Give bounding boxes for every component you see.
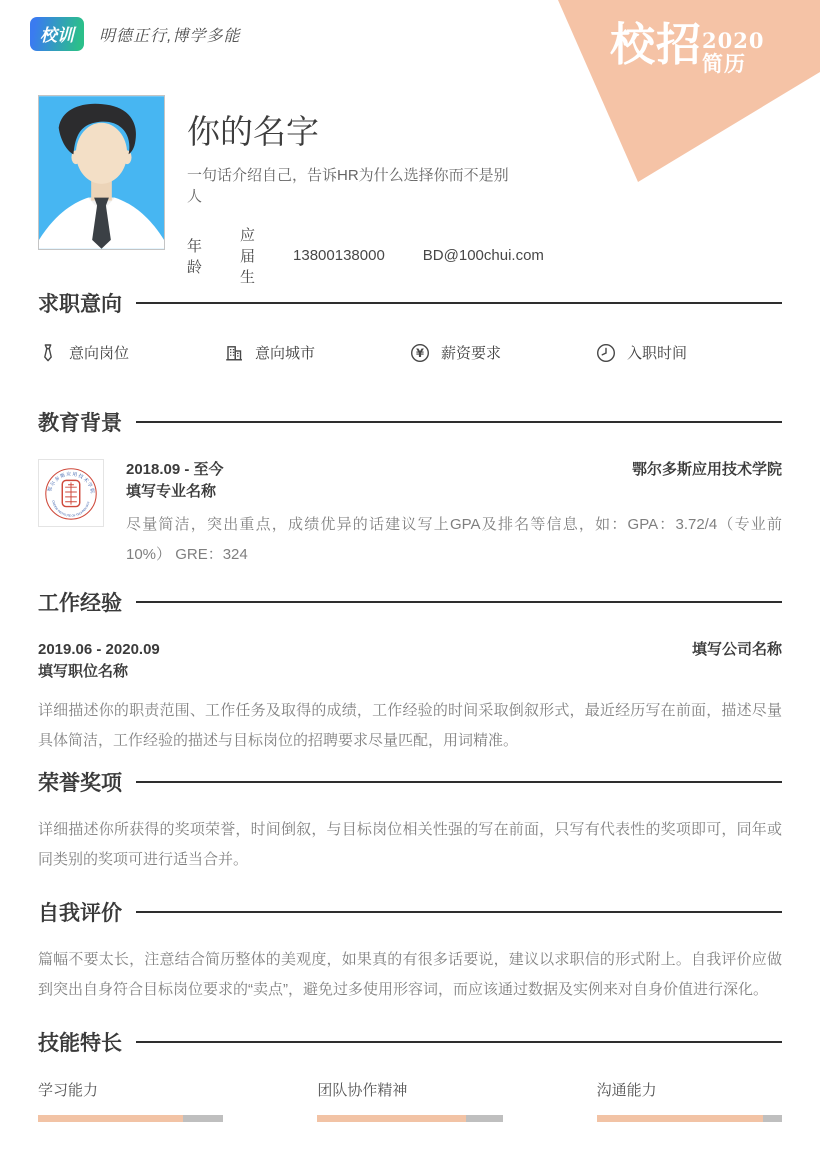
motto-badge: 校训 — [30, 17, 84, 51]
skill-progress-track — [597, 1115, 782, 1122]
svg-text:¥: ¥ — [415, 345, 425, 360]
yen-icon — [410, 343, 430, 363]
work-headline — [38, 639, 782, 683]
work-company: 填写公司名称 — [691, 641, 782, 658]
intent-label: 入职时间 — [627, 345, 688, 362]
profile-header — [187, 112, 544, 287]
age-label: 年龄 — [187, 237, 203, 276]
section-title: 荣誉奖项 — [38, 772, 122, 795]
education-period: 2018.09 - 至今 — [126, 461, 224, 478]
section-header — [38, 767, 782, 797]
education-headline — [126, 459, 782, 503]
skill-item-communication — [597, 1079, 782, 1122]
work-description: 详细描述你的职责范围、工作任务及取得的成绩，工作经验的时间采取倒叙形式，最近经历写在前面，描述尽量具体简洁，工作经验的描述与目标岗位的招聘要求尽量匹配，用词精准。 — [38, 702, 782, 749]
school-seal-icon — [39, 460, 103, 526]
self-evaluation-description: 篇幅不要太长，注意结合简历整体的美观度，如果真的有很多话要说，建议以求职信的形式附上。自我评价应做到突出自身符合目标岗位要求的“卖点”，避免过多使用形容词，而应该通过数据及实例来对自身价值进行深化。 — [38, 951, 782, 998]
corner-year: 2020 — [702, 28, 765, 53]
skill-progress-fill — [597, 1115, 764, 1122]
intent-label: 薪资要求 — [441, 345, 502, 362]
skill-label: 学习能力 — [38, 1082, 99, 1099]
corner-subtitle-text: 简历 — [702, 51, 746, 76]
skill-progress-track — [317, 1115, 502, 1122]
skill-label: 团队协作精神 — [317, 1082, 408, 1099]
skill-item-learning — [38, 1079, 223, 1122]
education-major: 填写专业名称 — [126, 483, 217, 500]
svg-text:鄂尔多斯应用技术学院: 鄂尔多斯应用技术学院 — [47, 472, 95, 495]
section-title: 教育背景 — [38, 412, 122, 435]
intent-row — [38, 342, 782, 363]
motto-text: 明德正行,博学多能 — [99, 27, 241, 45]
building-icon — [224, 343, 244, 363]
honors-description: 详细描述你所获得的奖项荣誉，时间倒叙，与目标岗位相关性强的写在前面，只写有代表性的奖项即可，同年或同类别的奖项可进行适当合并。 — [38, 821, 782, 868]
section-divider — [136, 601, 782, 603]
education-description: 尽量简洁，突出重点，成绩优异的话建议写上GPA及排名等信息，如：GPA：3.72/4（专业前10%） GRE：324 — [126, 516, 782, 563]
section-job-intent — [38, 288, 782, 363]
school-logo-caption: ORDOS INSTITUTE OF TECHNOLOGY — [51, 500, 91, 518]
name: 你的名字 — [187, 113, 319, 150]
section-work-experience — [38, 587, 782, 756]
intent-label: 意向岗位 — [69, 345, 130, 362]
section-skills — [38, 1027, 782, 1122]
education-entry — [38, 459, 782, 570]
section-header — [38, 288, 782, 318]
skill-progress-fill — [317, 1115, 465, 1122]
brand-row — [30, 17, 240, 51]
intent-item-salary — [410, 342, 596, 363]
section-title: 自我评价 — [38, 902, 122, 925]
section-title: 求职意向 — [38, 293, 122, 316]
tie-icon — [38, 343, 58, 363]
intent-item-position — [38, 342, 224, 363]
phone-number: 13800138000 — [293, 247, 385, 264]
section-title: 技能特长 — [38, 1032, 122, 1055]
intent-item-start-date — [596, 342, 782, 363]
skills-row — [38, 1079, 782, 1122]
skill-item-teamwork — [317, 1079, 502, 1122]
skill-label: 沟通能力 — [596, 1082, 657, 1099]
intent-item-city — [224, 342, 410, 363]
tagline: 一句话介绍自己，告诉HR为什么选择你而不是别人 — [187, 167, 509, 205]
section-title: 工作经验 — [38, 592, 122, 615]
section-honors — [38, 767, 782, 875]
contact-row — [187, 224, 544, 287]
section-divider — [136, 1041, 782, 1043]
section-divider — [136, 421, 782, 423]
section-divider — [136, 911, 782, 913]
section-header — [38, 587, 782, 617]
section-header — [38, 897, 782, 927]
avatar-illustration-icon — [39, 96, 164, 249]
intent-label: 意向城市 — [255, 345, 316, 362]
corner-title: 校招 — [610, 18, 703, 71]
school-logo — [38, 459, 104, 527]
section-header — [38, 407, 782, 437]
corner-banner — [550, 0, 820, 185]
work-period: 2019.06 - 2020.09 — [38, 641, 160, 658]
work-position: 填写职位名称 — [38, 663, 129, 680]
profile-photo — [38, 95, 165, 250]
skill-progress-track — [38, 1115, 223, 1122]
graduate-status: 应届生 — [240, 227, 256, 286]
section-divider — [136, 302, 782, 304]
section-education — [38, 407, 782, 570]
education-details — [126, 459, 782, 570]
section-header — [38, 1027, 782, 1057]
section-divider — [136, 781, 782, 783]
email-address: BD@100chui.com — [422, 247, 544, 264]
skill-progress-fill — [38, 1115, 183, 1122]
education-school: 鄂尔多斯应用技术学院 — [631, 461, 782, 478]
section-self-evaluation — [38, 897, 782, 1005]
corner-subtitle — [702, 29, 764, 75]
clock-icon — [596, 343, 616, 363]
